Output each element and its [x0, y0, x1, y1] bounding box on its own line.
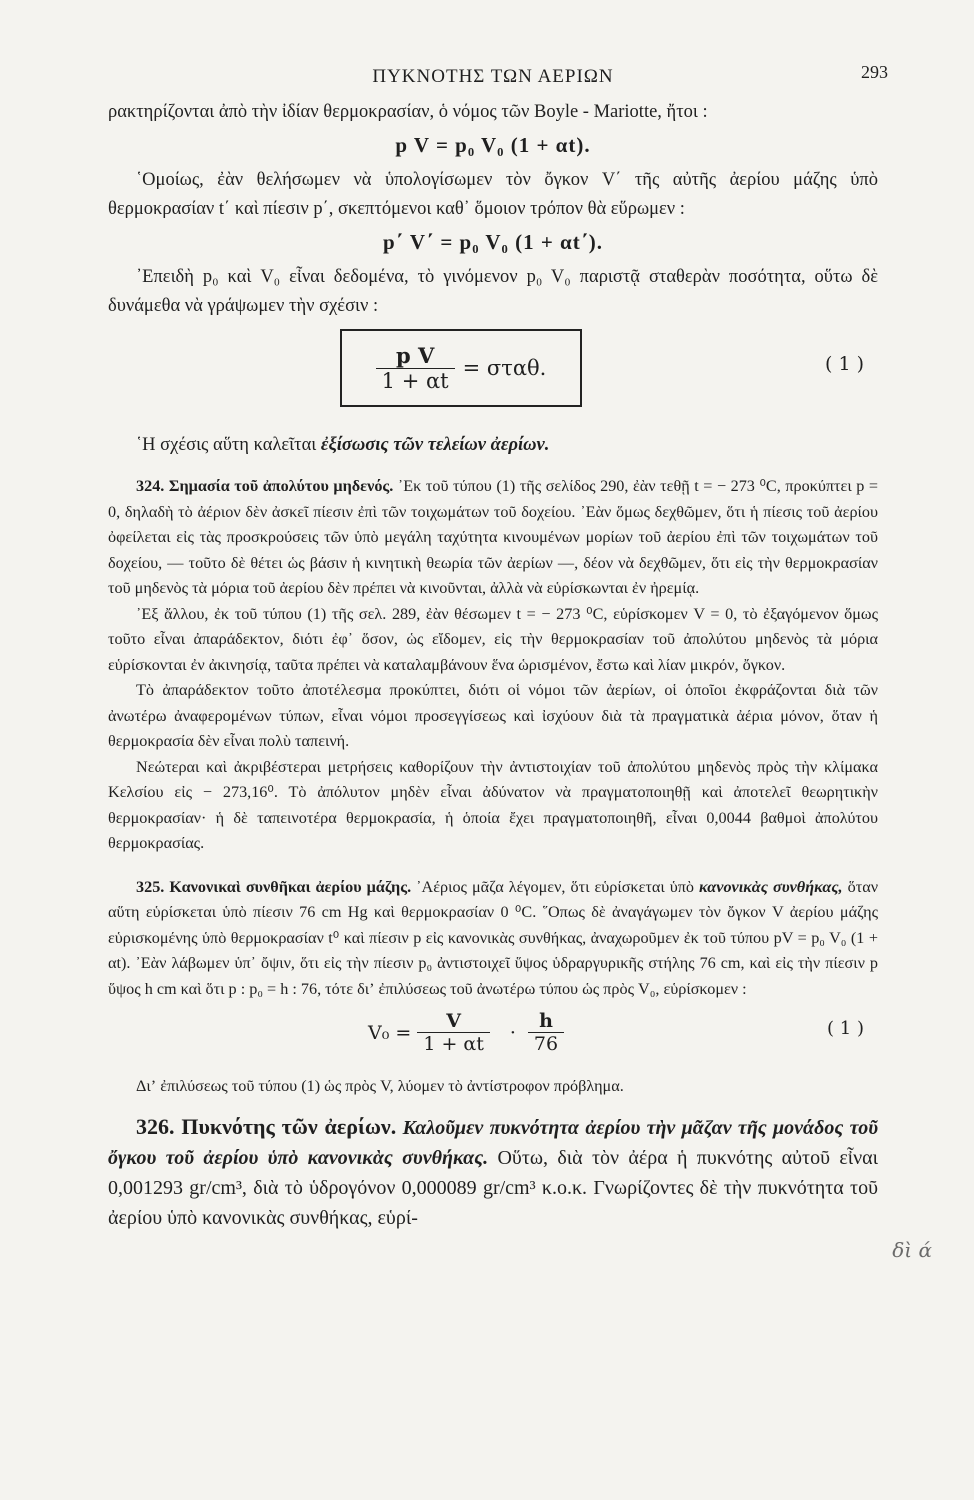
- boxed-equation: [340, 329, 582, 407]
- section-324-paragraph-3: Τὸ ἀπαράδεκτον τοῦτο ἀποτέλεσμα προκύπτει, διότι οἱ νόμοι τῶν ἀερίων, οἱ ὁποῖοι ἐκφράζονται διὰ τῶν ἀνωτέρω ἀναφερομένων τύπων, εἶναι νόμοι προσεγγίσεως καὶ ἰσχύουν διὰ τὰ πραγματικὰ ἀέρια μόνον, ὅταν ἡ θερμοκρασία δὲν εἶναι πολὺ ταπεινή.: [108, 681, 878, 750]
- ideal-gas-text: ῾Η σχέσις αὕτη καλεῖται: [136, 435, 317, 455]
- section-326-text: Οὕτω, διὰ τὸν ἀέρα ἡ πυκνότης αὐτοῦ εἶναι 0,001293 gr/cm³, διὰ τὸ ὑδρογόνον 0,000089 gr/cm³ κ.ο.κ. Γνωρίζοντες δὲ τὴν πυκνότητα τοῦ ἀερίου ὑπὸ κανονικὰς συνθήκας, εὑρί-: [108, 1146, 879, 1229]
- v0-formula: [368, 1010, 572, 1055]
- v0-fraction: [417, 1010, 490, 1055]
- v0-lhs: V₀ =: [368, 1021, 412, 1044]
- section-325-end: Διʼ ἐπιλύσεως τοῦ τύπου (1) ὡς πρὸς V, λύομεν τὸ ἀντίστροφον πρόβλημα.: [136, 1077, 624, 1095]
- section-325-text-2: ὅταν αὕτη εὑρίσκεται ὑπὸ πίεσιν 76 cm Hg καὶ θερμοκρασίαν 0 ⁰C. ῞Οπως δὲ ἀναγάγωμεν τὸν ὄγκον V ἀερίου μάζης εὑρισκομένης ὑπὸ θερμοκρασίαν t⁰ καὶ πίεσιν p εἰς κανονικὰς συνθήκας, ἀναχωροῦμεν ἐκ τοῦ τύπου pV = p₀ V₀ (1 + αt). ᾽Εὰν λάβωμεν ὑπ᾽ ὄψιν, ὅτι εἰς τὴν πίεσιν p₀ ἀντιστοιχεῖ ὕψος ὑδραργυρικῆς στήλης 76 cm, καὶ εἰς τὴν πίεσιν p ὕψος h cm καὶ ὅτι p : p₀ = h : 76, τότε διʼ ἐπιλύσεως τοῦ ἀνωτέρω τύπου ὡς πρὸς V₀, εὑρίσκομεν :: [108, 877, 879, 998]
- v0-equation-row: [108, 1006, 878, 1072]
- boxed-rhs: = σταθ.: [462, 356, 547, 380]
- running-head: ΠΥΚΝΟΤΗΣ ΤΩΝ ΑΕΡΙΩΝ: [372, 66, 614, 87]
- handwritten-margin-note: δὶ ά: [892, 1238, 932, 1262]
- section-325-paragraph: [108, 875, 878, 1003]
- page-number: 293: [861, 62, 888, 82]
- section-324-paragraph-4: Νεώτεραι καὶ ἀκριβέστεραι μετρήσεις καθορίζουν τὴν ἀντιστοιχίαν τοῦ ἀπολύτου μηδενὸς πρὸς τὴν κλίμακα Κελσίου εἰς − 273,16⁰. Τὸ ἀπόλυτον μηδὲν εἶναι ἀδύνατον νὰ πραγματοποιηθῇ καὶ ἀποτελεῖ θεωρητικὴν θερμοκρασίαν· ἡ δὲ ταπεινοτέρα θερμοκρασία, ἡ ὁποία ἔχει πραγματοποιηθῆ, εἶναι 0,0044 βαθμοὶ ἀπολύτου θερμοκρασίας.: [108, 757, 878, 852]
- section-326-definition: Καλοῦμεν πυκνότητα ἀερίου τὴν μᾶζαν τῆς μονάδος τοῦ ὄγκου τοῦ ἀερίου ὑπὸ κανονικὰς συνθήκας.: [108, 1116, 878, 1169]
- section-324: [108, 474, 878, 857]
- section-325-heading: 325. Κανονικαὶ συνθῆκαι ἀερίου μάζης.: [136, 877, 412, 896]
- v0-dot: ·: [509, 1021, 516, 1044]
- section-325: [108, 875, 878, 1003]
- v0-h-fraction: [528, 1010, 564, 1055]
- section-324-text: ᾽Εκ τοῦ τύπου (1) τῆς σελίδος 290, ἐὰν τεθῇ t = − 273 ⁰C, προκύπτει p = 0, δηλαδὴ τὸ ἀέριον δὲν ἀσκεῖ πίεσιν ἐπὶ τῶν τοιχωμάτων τοῦ δοχείου. ᾽Εὰν ὅμως δεχθῶμεν, ὅτι ἡ πίεσις τοῦ ἀερίου ὀφείλεται εἰς τὰς προσκρούσεις τῶν ὑπὸ μεγάλη ταχύτητα κινουμένων μορίων τοῦ ἀερίου ἐπὶ τῶν τοιχωμάτων τοῦ δοχείου, — τοῦτο δὲ θέτει ὡς βάσιν ἡ κινητικὴ θεωρία τῶν ἀερίων —, δέον νὰ δεχθῶμεν, ὅτι εἰς τὴν θερμοκρασίαν τοῦ μηδενὸς τὰ μόρια τοῦ ἀερίου δὲν πρέπει νὰ κινοῦνται, ἀλλὰ νὰ εὑρίσκωνται ἐν ἠρεμίᾳ.: [108, 477, 878, 597]
- paragraph-boyle-mariotte: ρακτηρίζονται ἀπὸ τὴν ἰδίαν θερμοκρασίαν, ὁ νόμος τῶν Boyle - Mariotte, ἤτοι :: [108, 102, 708, 122]
- ideal-gas-term: ἐξίσωσις τῶν τελείων ἀερίων.: [320, 435, 550, 455]
- boxed-equation-row: [108, 329, 878, 421]
- section-326-heading: 326. Πυκνότης τῶν ἀερίων.: [136, 1113, 397, 1139]
- v0-h-numerator: h: [539, 1010, 553, 1032]
- paragraph-ideal-gas-equation: [108, 431, 878, 460]
- v0-h-denominator: 76: [528, 1032, 564, 1055]
- equation-number: ( 1 ): [825, 353, 864, 375]
- section-325-term: κανονικὰς συνθήκας,: [699, 877, 843, 896]
- section-324-paragraph-1: [108, 474, 878, 602]
- v0-numerator: V: [446, 1010, 461, 1032]
- paragraph-constant-product: ᾽Επειδὴ p₀ καὶ V₀ εἶναι δεδομένα, τὸ γινόμενον p₀ V₀ παριστᾷ σταθερὰν ποσότητα, οὕτω δὲ δυνάμεθα νὰ γράψωμεν τὴν σχέσιν :: [108, 267, 878, 316]
- v0-denominator: 1 + αt: [417, 1032, 490, 1055]
- page-header: [108, 58, 888, 98]
- section-325-text-1: ᾽Αέριος μᾶζα λέγομεν, ὅτι εὑρίσκεται ὑπὸ: [416, 877, 695, 896]
- section-326-paragraph: [108, 1112, 878, 1233]
- boxed-numerator: p V: [395, 343, 435, 368]
- boxed-fraction: [376, 343, 455, 393]
- section-324-heading: 324. Σημασία τοῦ ἀπολύτου μηδενός.: [136, 477, 394, 495]
- section-324-paragraph-2: ᾽Εξ ἄλλου, ἐκ τοῦ τύπου (1) τῆς σελ. 289, ἐὰν θέσωμεν t = − 273 ⁰C, εὑρίσκομεν V = 0, τὸ ἐξαγόμενον ὅμως τοῦτο εἶναι ἀπαράδεκτον, διότι ἐφ᾽ ὅσον, ὡς εἴδομεν, εἰς τὴν θερμοκρασίαν τοῦ ἀπολύτου μηδενὸς τὰ μόρια εὑρίσκονται ἐν ἀκινησίᾳ, ταῦτα πρέπει νὰ καταλαμβάνουν ἕνα ὡρισμένον, ἔστω καὶ λίαν μικρόν, ὄγκον.: [108, 604, 878, 674]
- boxed-denominator: 1 + αt: [376, 368, 455, 393]
- formula-pv-prime: p΄ V΄ = p₀ V₀ (1 + αt΄).: [382, 230, 603, 254]
- paragraph-volume-v-prime: ῾Ομοίως, ἐὰν θελήσωμεν νὰ ὑπολογίσωμεν τὸν ὄγκον V΄ τῆς αὐτῆς ἀερίου μάζης ὑπὸ θερμοκρασίαν t΄ καὶ πίεσιν p΄, σκεπτόμενοι καθ᾽ ὅμοιον τρόπον θὰ εὕρωμεν :: [108, 170, 878, 219]
- formula-pv: p V = p₀ V₀ (1 + αt).: [395, 133, 591, 157]
- v0-equation-number: ( 1 ): [827, 1018, 864, 1039]
